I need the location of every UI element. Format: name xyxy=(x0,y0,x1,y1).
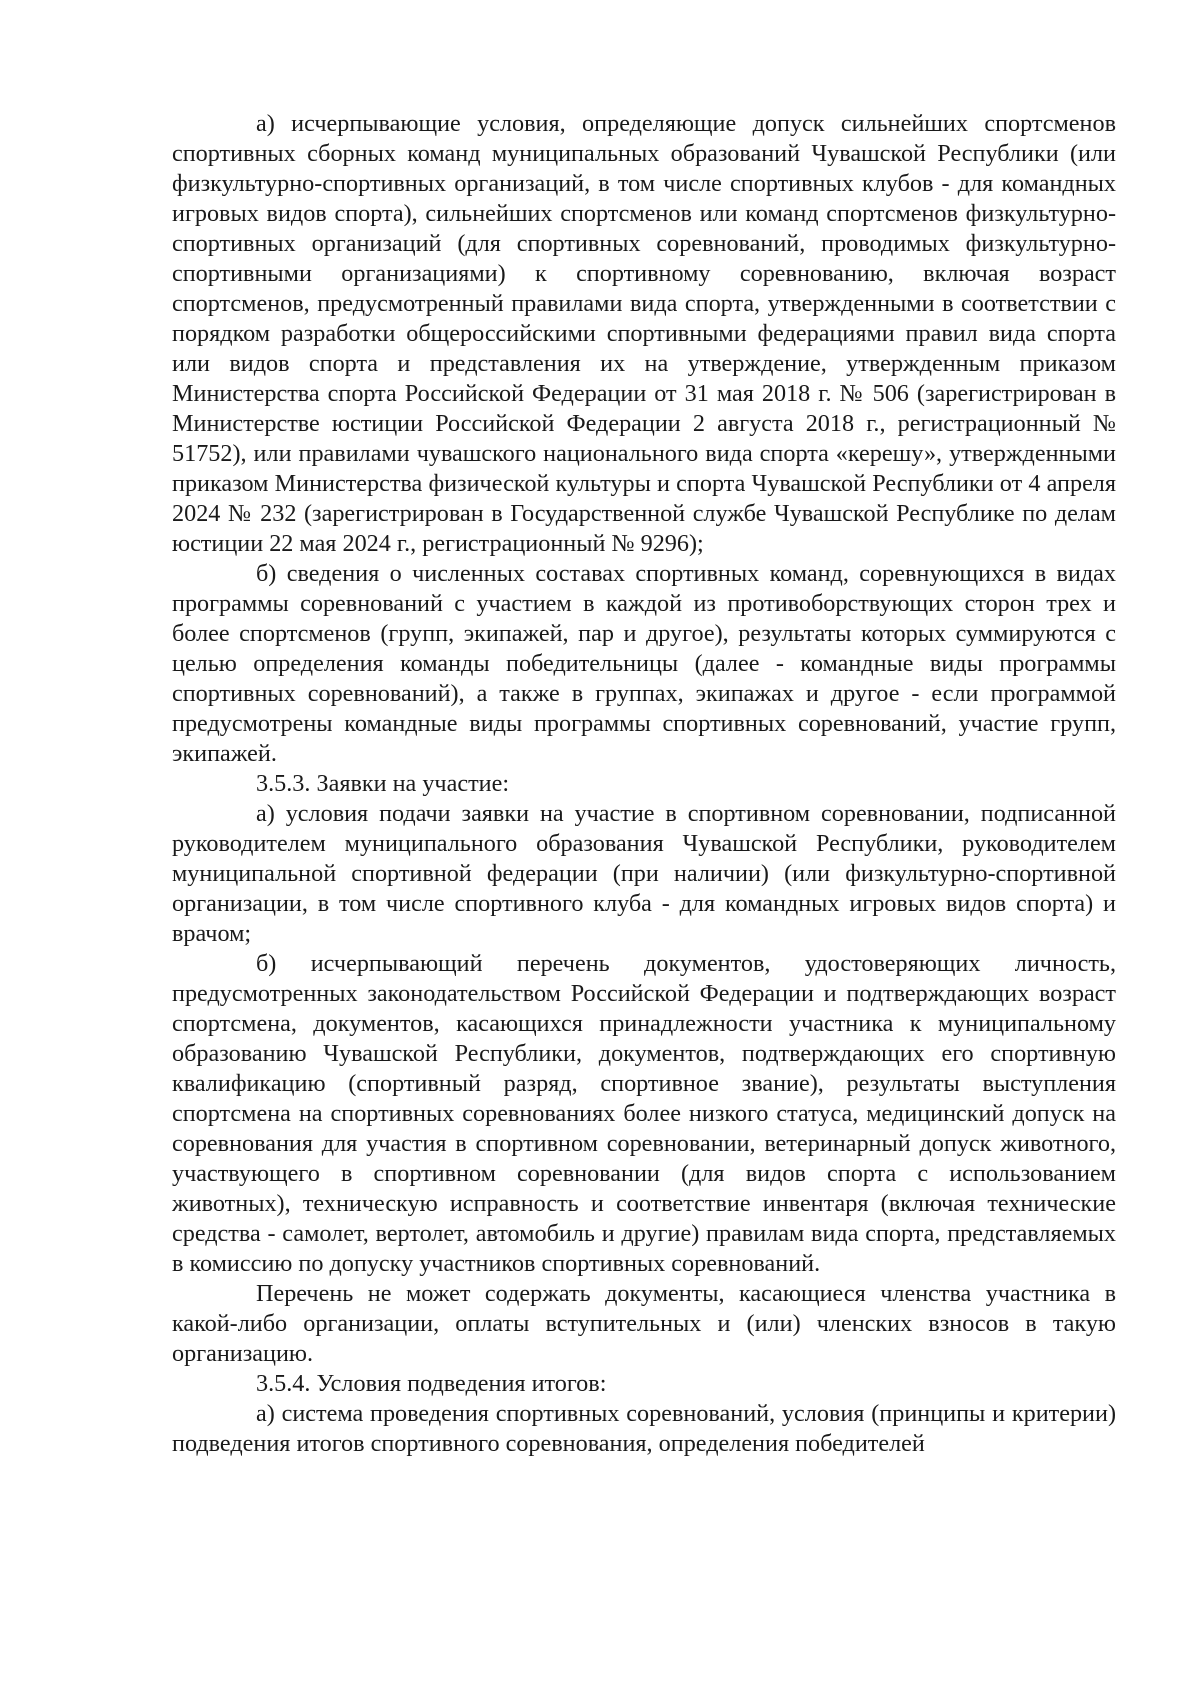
paragraph-results-system: а) система проведения спортивных соревнований, условия (принципы и критерии) подведения итогов спортивного соревнования, определения победителей xyxy=(172,1400,1116,1457)
paragraph-list-restrictions: Перечень не может содержать документы, касающиеся членства участника в какой-либо организации, оплаты вступительных и (или) членских взносов в такую организацию. xyxy=(172,1280,1116,1367)
section-heading-results: 3.5.4. Условия подведения итогов: xyxy=(256,1370,607,1397)
document-body xyxy=(172,109,1116,1459)
section-heading-applications: 3.5.3. Заявки на участие: xyxy=(256,770,510,797)
paragraph-admission-conditions: а) исчерпывающие условия, определяющие допуск сильнейших спортсменов спортивных сборных команд муниципальных образований Чувашской Республики (или физкультурно-спортивных организаций, в том числе спортивных клубов - для командных игровых видов спорта), сильнейших спортсменов или команд спортсменов физкультурно-спортивных организаций (для спортивных соревнований, проводимых физкультурно-спортивными организациями) к спортивному соревнованию, включая возраст спортсменов, предусмотренный правилами вида спорта, утвержденными в соответствии с порядком разработки общероссийскими спортивными федерациями правил вида спорта или видов спорта и представления их на утверждение, утвержденным приказом Министерства спорта Российской Федерации от 31 мая 2018 г. № 506 (зарегистрирован в Министерстве юстиции Российской Федерации 2 августа 2018 г., регистрационный № 51752), или правилами чувашского национального вида спорта «керешу», утвержденными приказом Министерства физической культуры и спорта Чувашской Республики от 4 апреля 2024 № 232 (зарегистрирован в Государственной службе Чувашской Республике по делам юстиции 22 мая 2024 г., регистрационный № 9296); xyxy=(172,110,1116,557)
paragraph-team-composition: б) сведения о численных составах спортивных команд, соревнующихся в видах программы соревнований с участием в каждой из противоборствующих сторон трех и более спортсменов (групп, экипажей, пар и другое), результаты которых суммируются с целью определения команды победительницы (далее - командные виды программы спортивных соревнований), а также в группах, экипажах и другое - если программой предусмотрены командные виды программы спортивных соревнований, участие групп, экипажей. xyxy=(172,560,1116,767)
paragraph-application-conditions: а) условия подачи заявки на участие в спортивном соревновании, подписанной руководителем муниципального образования Чувашской Республики, руководителем муниципальной спортивной федерации (при наличии) (или физкультурно-спортивной организации, в том числе спортивного клуба - для командных игровых видов спорта) и врачом; xyxy=(172,800,1116,947)
paragraph-document-list: б) исчерпывающий перечень документов, удостоверяющих личность, предусмотренных законодательством Российской Федерации и подтверждающих возраст спортсмена, документов, касающихся принадлежности участника к муниципальному образованию Чувашской Республики, документов, подтверждающих его спортивную квалификацию (спортивный разряд, спортивное звание), результаты выступления спортсмена на спортивных соревнованиях более низкого статуса, медицинский допуск на соревнования для участия в спортивном соревновании, ветеринарный допуск животного, участвующего в спортивном соревновании (для видов спорта с использованием животных), техническую исправность и соответствие инвентаря (включая технические средства - самолет, вертолет, автомобиль и другие) правилам вида спорта, представляемых в комиссию по допуску участников спортивных соревнований. xyxy=(172,950,1116,1277)
